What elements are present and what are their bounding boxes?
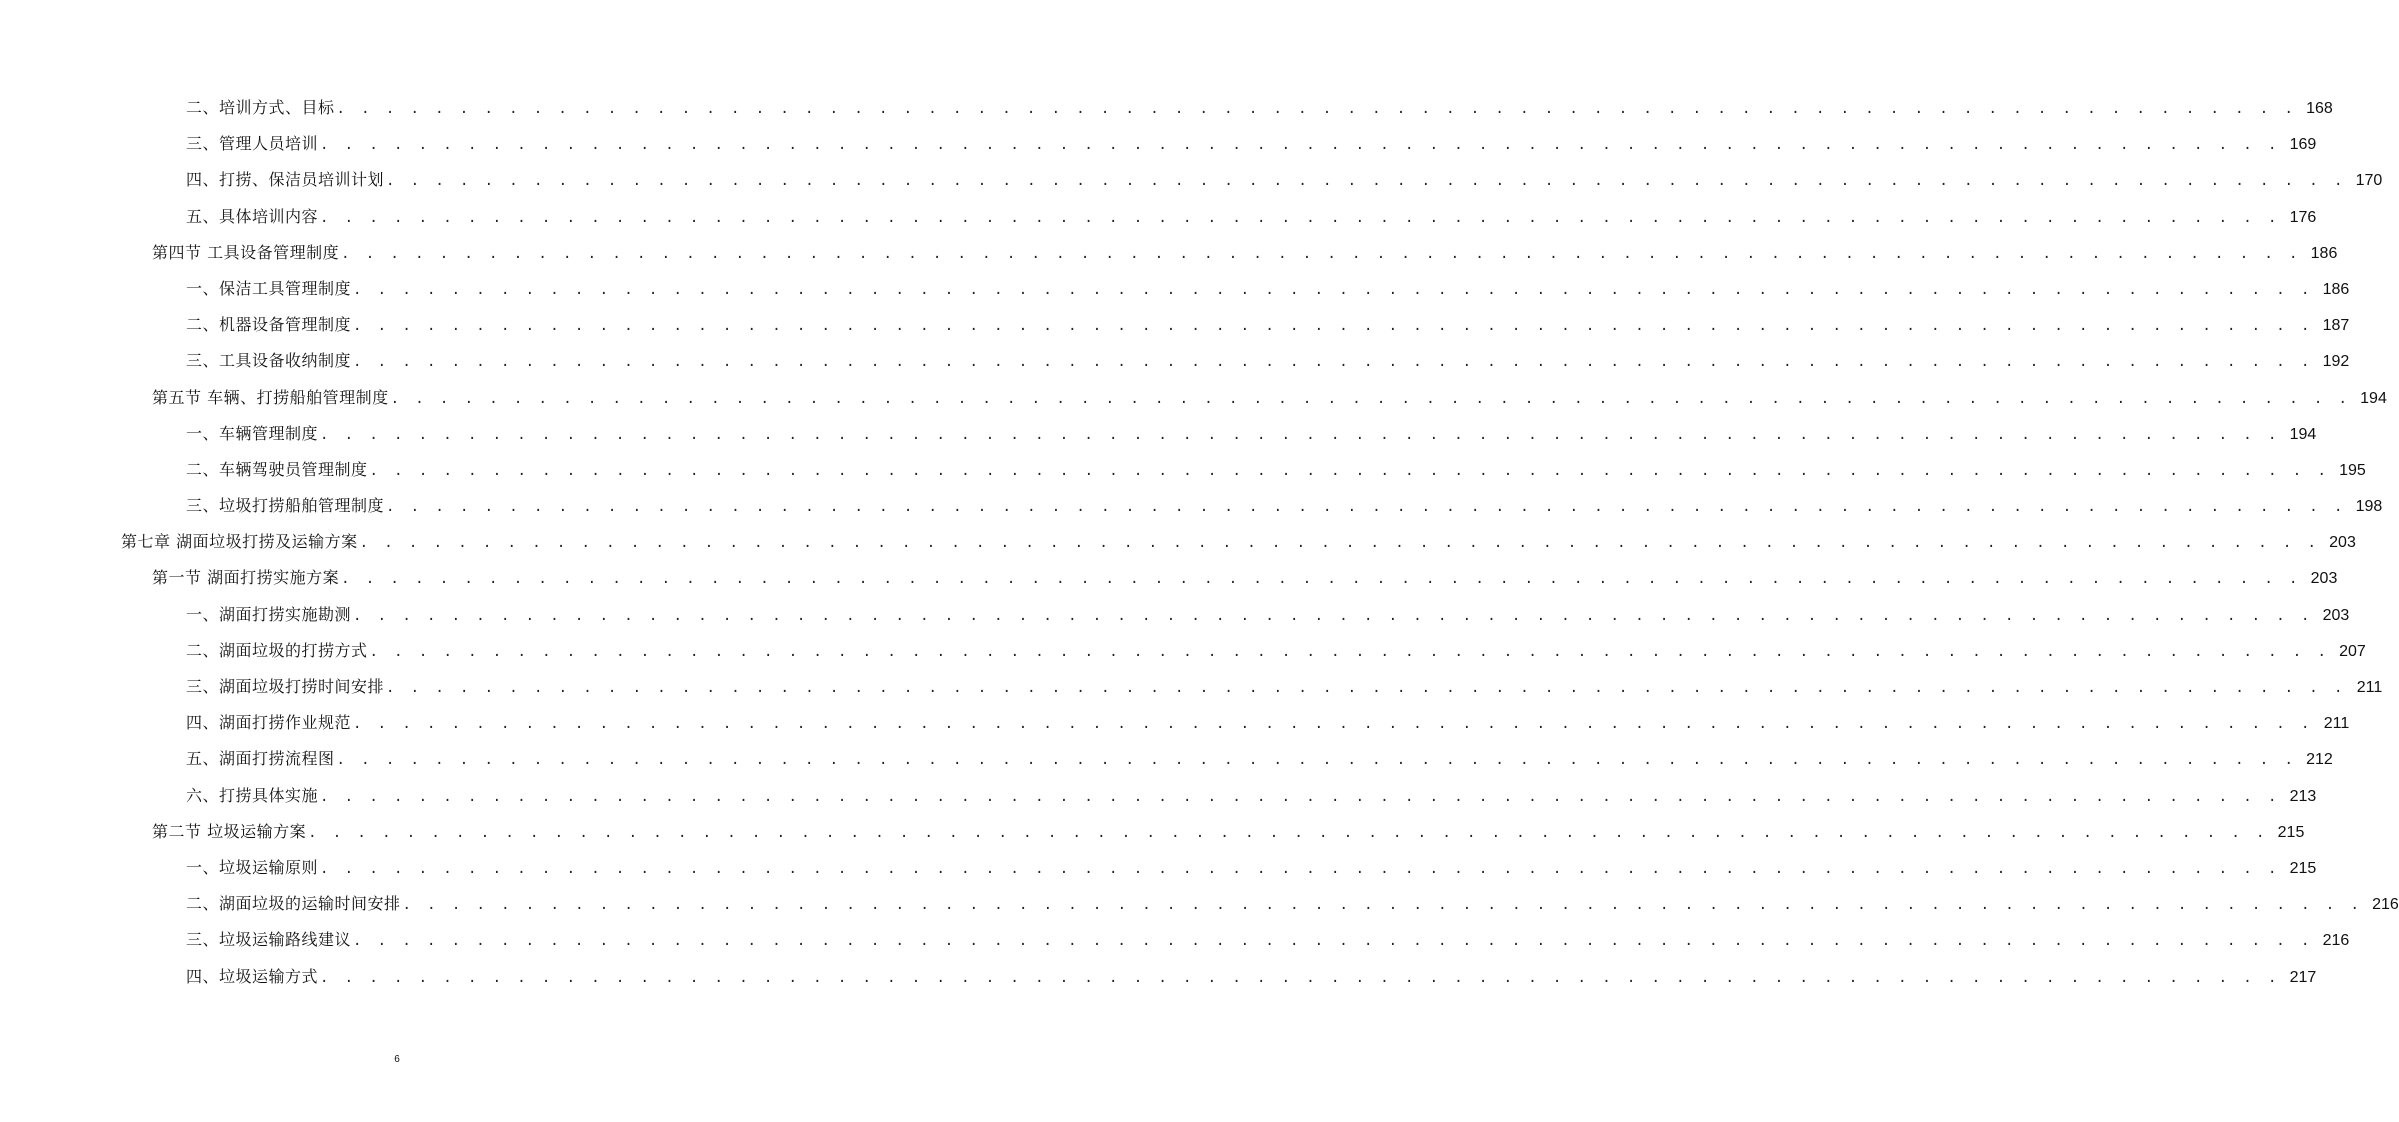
toc-entry-line: [186, 850, 2317, 887]
toc-entry[interactable]: [0, 380, 2387, 416]
toc-entry[interactable]: [0, 778, 2317, 814]
toc-entry-title: 第五节 车辆、打捞船舶管理制度: [152, 387, 389, 407]
toc-dot-leader: . . . . . . . . . . . . . . . . . . . . . . . . . . . . . . . . . . . . . . . . . . . . . . . . . . . . . . . . . . . . . . . . . . . . . . . . . . . . . . . .: [341, 571, 2302, 588]
toc-entry-title: 二、机器设备管理制度: [186, 315, 352, 335]
toc-entry[interactable]: [0, 343, 2350, 379]
toc-entry[interactable]: [0, 741, 2333, 777]
toc-entry-title: 第七章 湖面垃圾打捞及运输方案: [121, 532, 358, 552]
toc-entry-line: [186, 778, 2317, 815]
toc-dot-leader: . . . . . . . . . . . . . . . . . . . . . . . . . . . . . . . . . . . . . . . . . . . . . . . . . . . . . . . . . . . . . . . . . . . . . . . . . . . . . . . .: [402, 897, 2363, 914]
toc-dot-leader: . . . . . . . . . . . . . . . . . . . . . . . . . . . . . . . . . . . . . . . . . . . . . . . . . . . . . . . . . . . . . . . . . . . . . . . . . . . . . . . .: [341, 245, 2302, 262]
toc-entry-page: 216: [2322, 932, 2350, 950]
toc-dot-leader: . . . . . . . . . . . . . . . . . . . . . . . . . . . . . . . . . . . . . . . . . . . . . . . . . . . . . . . . . . . . . . . . . . . . . . . . . . . . . . . .: [353, 933, 2314, 950]
toc-entry-line: [152, 560, 2338, 597]
toc-entry[interactable]: [0, 922, 2350, 958]
toc-entry-line: [186, 343, 2350, 380]
toc-entry-page: 169: [2289, 136, 2317, 154]
toc-entry-line: [186, 199, 2317, 236]
toc-entry[interactable]: [0, 271, 2350, 307]
toc-entry-title: 二、车辆驾驶员管理制度: [186, 459, 368, 479]
toc-entry-line: [152, 235, 2338, 272]
toc-entry-page: 192: [2322, 353, 2350, 371]
toc-entry-line: [186, 452, 2366, 489]
toc-entry[interactable]: [0, 669, 2383, 705]
toc-entry-page: 187: [2322, 317, 2350, 335]
toc-entry-title: 五、湖面打捞流程图: [186, 749, 335, 769]
toc-entry[interactable]: [0, 126, 2317, 162]
toc-entry-page: 176: [2289, 208, 2317, 226]
toc-entry-page: 195: [2339, 461, 2366, 479]
toc-dot-leader: . . . . . . . . . . . . . . . . . . . . . . . . . . . . . . . . . . . . . . . . . . . . . . . . . . . . . . . . . . . . . . . . . . . . . . . . . . . . . . . .: [336, 101, 2297, 117]
toc-entry-page: 168: [2306, 100, 2333, 117]
toc-entry-title: 三、垃圾打捞船舶管理制度: [186, 496, 385, 516]
toc-entry-line: [186, 416, 2317, 453]
toc-entry-title: 三、湖面垃圾打捞时间安排: [186, 677, 385, 696]
toc-entry-title: 第四节 工具设备管理制度: [152, 242, 340, 262]
toc-entry-title: 第二节 垃圾运输方案: [152, 821, 307, 841]
toc-entry[interactable]: [0, 560, 2338, 596]
toc-entry-line: [186, 307, 2350, 344]
toc-entry-title: 四、垃圾运输方式: [186, 966, 319, 986]
toc-entry-line: [186, 922, 2350, 959]
toc-entry[interactable]: [0, 524, 2356, 560]
toc-entry-page: 203: [2322, 606, 2350, 624]
page-number: 6: [394, 1054, 400, 1065]
toc-entry-page: 211: [2323, 715, 2350, 733]
toc-dot-leader: . . . . . . . . . . . . . . . . . . . . . . . . . . . . . . . . . . . . . . . . . . . . . . . . . . . . . . . . . . . . . . . . . . . . . . . . . . . . . . . .: [390, 390, 2351, 407]
toc-entry-title: 三、工具设备收纳制度: [186, 351, 352, 371]
toc-entry-title: 二、湖面垃圾的打捞方式: [186, 640, 368, 660]
toc-entry-page: 207: [2339, 642, 2366, 660]
toc-dot-leader: . . . . . . . . . . . . . . . . . . . . . . . . . . . . . . . . . . . . . . . . . . . . . . . . . . . . . . . . . . . . . . . . . . . . . . . . . . . . . . . .: [353, 354, 2314, 371]
toc-entry-line: [186, 90, 2333, 127]
toc-entry-title: 二、湖面垃圾的运输时间安排: [186, 894, 401, 914]
toc-dot-leader: . . . . . . . . . . . . . . . . . . . . . . . . . . . . . . . . . . . . . . . . . . . . . . . . . . . . . . . . . . . . . . . . . . . . . . . . . . . . . . . .: [320, 788, 2281, 805]
toc-entry-line: [186, 271, 2350, 308]
table-of-contents: [0, 90, 2399, 995]
toc-dot-leader: . . . . . . . . . . . . . . . . . . . . . . . . . . . . . . . . . . . . . . . . . . . . . . . . . . . . . . . . . . . . . . . . . . . . . . . . . . . . . . . .: [336, 752, 2297, 769]
toc-entry[interactable]: [0, 850, 2317, 886]
toc-entry-page: 203: [2310, 570, 2338, 588]
toc-entry[interactable]: [0, 199, 2317, 235]
toc-entry-title: 六、打捞具体实施: [186, 785, 319, 805]
toc-dot-leader: . . . . . . . . . . . . . . . . . . . . . . . . . . . . . . . . . . . . . . . . . . . . . . . . . . . . . . . . . . . . . . . . . . . . . . . . . . . . . . . .: [369, 643, 2330, 660]
toc-dot-leader: . . . . . . . . . . . . . . . . . . . . . . . . . . . . . . . . . . . . . . . . . . . . . . . . . . . . . . . . . . . . . . . . . . . . . . . . . . . . . . . .: [369, 462, 2330, 479]
toc-entry-line: [186, 633, 2366, 670]
toc-entry[interactable]: [0, 959, 2317, 995]
toc-entry-page: 217: [2289, 968, 2317, 986]
toc-dot-leader: . . . . . . . . . . . . . . . . . . . . . . . . . . . . . . . . . . . . . . . . . . . . . . . . . . . . . . . . . . . . . . . . . . . . . . . . . . . . . . . .: [320, 969, 2281, 986]
toc-entry[interactable]: [0, 162, 2383, 198]
toc-dot-leader: . . . . . . . . . . . . . . . . . . . . . . . . . . . . . . . . . . . . . . . . . . . . . . . . . . . . . . . . . . . . . . . . . . . . . . . . . . . . . . . .: [320, 137, 2281, 154]
toc-entry-line: [186, 741, 2333, 778]
toc-entry-title: 三、垃圾运输路线建议: [186, 930, 352, 950]
toc-entry-page: 215: [2277, 823, 2305, 841]
toc-entry-title: 一、保洁工具管理制度: [186, 278, 352, 298]
toc-entry-page: 213: [2289, 787, 2317, 805]
toc-entry[interactable]: [0, 814, 2305, 850]
toc-entry-page: 186: [2310, 244, 2338, 262]
toc-entry[interactable]: [0, 597, 2350, 633]
toc-dot-leader: . . . . . . . . . . . . . . . . . . . . . . . . . . . . . . . . . . . . . . . . . . . . . . . . . . . . . . . . . . . . . . . . . . . . . . . . . . . . . . . .: [386, 499, 2347, 516]
toc-dot-leader: . . . . . . . . . . . . . . . . . . . . . . . . . . . . . . . . . . . . . . . . . . . . . . . . . . . . . . . . . . . . . . . . . . . . . . . . . . . . . . . .: [320, 209, 2281, 226]
toc-entry-page: 211: [2356, 679, 2383, 696]
toc-entry-title: 二、培训方式、目标: [186, 98, 335, 117]
toc-entry[interactable]: [0, 886, 2399, 922]
toc-dot-leader: . . . . . . . . . . . . . . . . . . . . . . . . . . . . . . . . . . . . . . . . . . . . . . . . . . . . . . . . . . . . . . . . . . . . . . . . . . . . . . . .: [353, 607, 2314, 624]
toc-entry-title: 第一节 湖面打捞实施方案: [152, 568, 340, 588]
toc-entry[interactable]: [0, 307, 2350, 343]
toc-entry-page: 194: [2360, 389, 2387, 407]
toc-dot-leader: . . . . . . . . . . . . . . . . . . . . . . . . . . . . . . . . . . . . . . . . . . . . . . . . . . . . . . . . . . . . . . . . . . . . . . . . . . . . . . . .: [308, 824, 2269, 841]
toc-entry-line: [186, 488, 2383, 525]
toc-entry-title: 四、湖面打捞作业规范: [186, 713, 352, 733]
toc-entry-line: [186, 669, 2383, 706]
toc-dot-leader: . . . . . . . . . . . . . . . . . . . . . . . . . . . . . . . . . . . . . . . . . . . . . . . . . . . . . . . . . . . . . . . . . . . . . . . . . . . . . . . .: [386, 680, 2347, 696]
toc-entry-title: 一、车辆管理制度: [186, 423, 319, 443]
toc-entry-line: [152, 380, 2387, 417]
toc-entry-title: 一、垃圾运输原则: [186, 857, 319, 877]
toc-entry-page: 216: [2372, 896, 2399, 914]
toc-entry-title: 三、管理人员培训: [186, 134, 319, 154]
toc-entry[interactable]: [0, 488, 2383, 524]
toc-entry[interactable]: [0, 90, 2333, 126]
toc-entry[interactable]: [0, 633, 2366, 669]
toc-entry[interactable]: [0, 416, 2317, 452]
toc-entry-title: 五、具体培训内容: [186, 206, 319, 226]
toc-entry-page: 194: [2289, 425, 2317, 443]
toc-entry-line: [186, 886, 2399, 923]
toc-dot-leader: . . . . . . . . . . . . . . . . . . . . . . . . . . . . . . . . . . . . . . . . . . . . . . . . . . . . . . . . . . . . . . . . . . . . . . . . . . . . . . . .: [353, 318, 2314, 335]
toc-dot-leader: . . . . . . . . . . . . . . . . . . . . . . . . . . . . . . . . . . . . . . . . . . . . . . . . . . . . . . . . . . . . . . . . . . . . . . . . . . . . . . . .: [353, 716, 2314, 733]
toc-entry-line: [186, 705, 2350, 742]
toc-entry[interactable]: [0, 235, 2338, 271]
toc-entry-page: 212: [2306, 751, 2333, 769]
toc-entry-page: 186: [2322, 280, 2350, 298]
toc-entry-line: [152, 814, 2305, 851]
toc-dot-leader: . . . . . . . . . . . . . . . . . . . . . . . . . . . . . . . . . . . . . . . . . . . . . . . . . . . . . . . . . . . . . . . . . . . . . . . . . . . . . . . .: [359, 535, 2320, 552]
toc-entry[interactable]: [0, 705, 2350, 741]
toc-dot-leader: . . . . . . . . . . . . . . . . . . . . . . . . . . . . . . . . . . . . . . . . . . . . . . . . . . . . . . . . . . . . . . . . . . . . . . . . . . . . . . . .: [320, 860, 2281, 877]
toc-entry-line: [186, 597, 2350, 634]
toc-dot-leader: . . . . . . . . . . . . . . . . . . . . . . . . . . . . . . . . . . . . . . . . . . . . . . . . . . . . . . . . . . . . . . . . . . . . . . . . . . . . . . . .: [386, 173, 2347, 190]
toc-entry-line: [186, 959, 2317, 996]
toc-entry-line: [186, 126, 2317, 163]
toc-entry[interactable]: [0, 452, 2366, 488]
toc-entry-page: 198: [2355, 498, 2383, 516]
toc-entry-line: [186, 162, 2383, 199]
toc-entry-page: 215: [2289, 859, 2317, 877]
toc-entry-title: 一、湖面打捞实施勘测: [186, 604, 352, 624]
toc-entry-line: [121, 524, 2356, 561]
toc-entry-title: 四、打捞、保洁员培训计划: [186, 170, 385, 190]
toc-entry-page: 170: [2355, 172, 2383, 190]
toc-dot-leader: . . . . . . . . . . . . . . . . . . . . . . . . . . . . . . . . . . . . . . . . . . . . . . . . . . . . . . . . . . . . . . . . . . . . . . . . . . . . . . . .: [353, 281, 2314, 298]
toc-entry-page: 203: [2329, 534, 2356, 552]
toc-dot-leader: . . . . . . . . . . . . . . . . . . . . . . . . . . . . . . . . . . . . . . . . . . . . . . . . . . . . . . . . . . . . . . . . . . . . . . . . . . . . . . . .: [320, 426, 2281, 443]
